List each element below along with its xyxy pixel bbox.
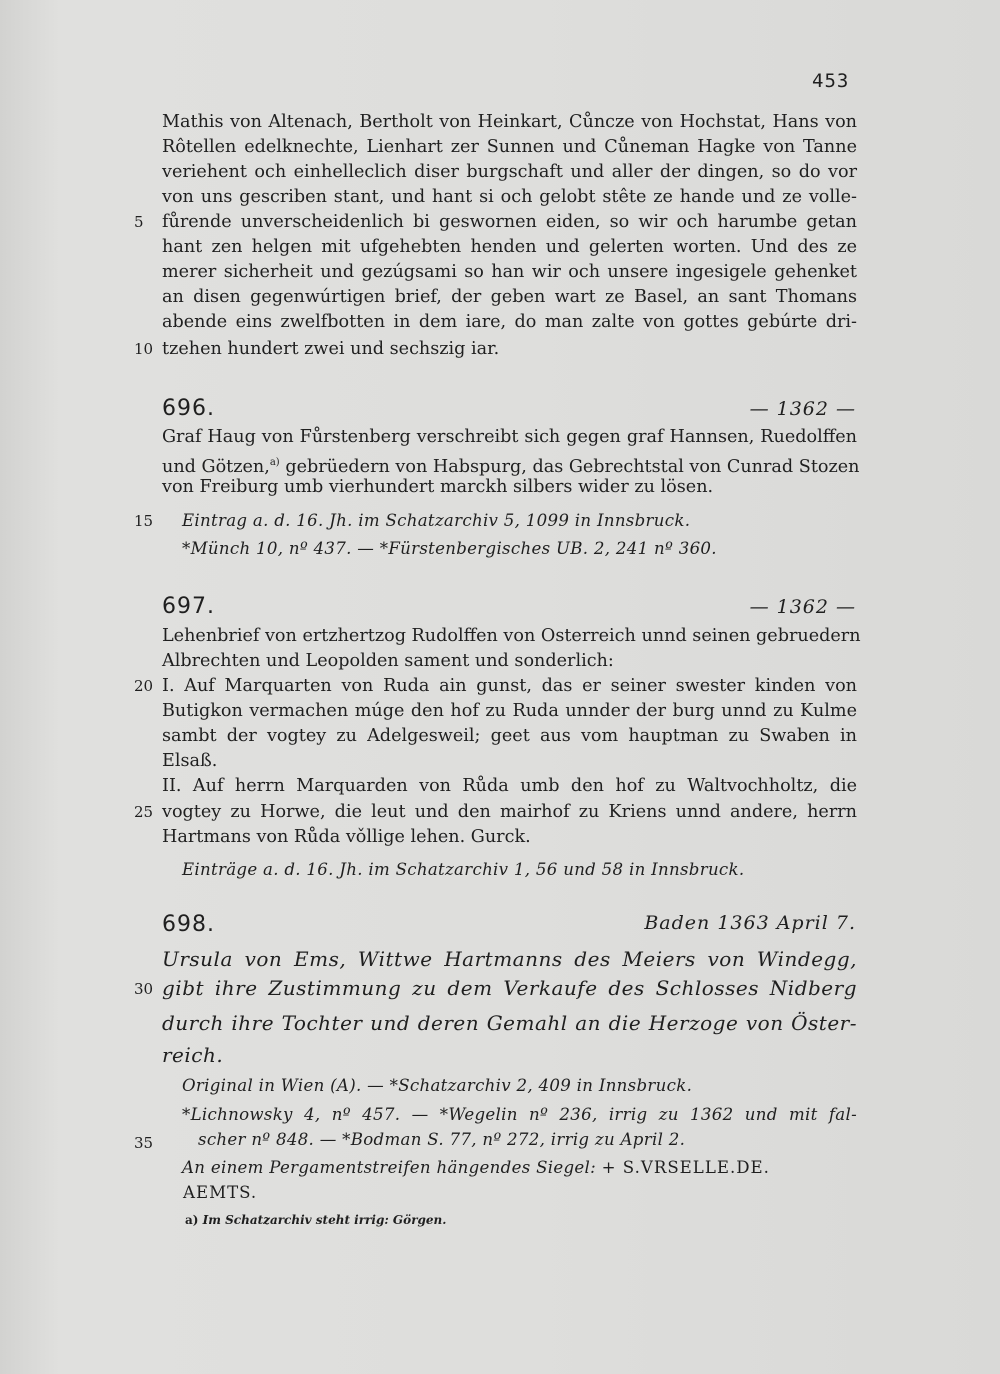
- regest-line-rest: gebrüedern von Habspurg, das Gebrechtstal von Cunrad Stozen: [285, 456, 860, 477]
- line-number: 25: [134, 803, 154, 821]
- source-line: Eintrag a. d. 16. Jh. im Schatzarchiv 5, 1099 in Innsbruck.: [182, 511, 691, 530]
- entry-number-698: 698.: [162, 912, 215, 937]
- summary-line: Ursula von Ems, Wittwe Hartmanns des Meiers von Windegg,: [162, 947, 857, 971]
- regest-line: vogtey zu Horwe, die leut und den mairhof zu Kriens unnd andere, herrn: [162, 802, 857, 822]
- regest-line: Hartmans von Růda vǒllige lehen. Gurck.: [162, 827, 531, 847]
- page-number: 453: [812, 70, 850, 92]
- text-line: von uns gescriben stant, und hant si och gelobt stête ze hande und ze volle-: [162, 187, 857, 207]
- footnote: [185, 1213, 446, 1227]
- entry-date-698: Baden 1363 April 7.: [644, 912, 856, 934]
- source-line: *Münch 10, nº 437. — *Fürstenbergisches UB. 2, 241 nº 360.: [182, 539, 717, 558]
- footnote-marker: a): [185, 1213, 199, 1227]
- regest-line-prefix: und Götzen,: [162, 456, 270, 477]
- text-line: Rôtellen edelknechte, Lienhart zer Sunnen und Cůneman Hagke von Tanne: [162, 137, 857, 157]
- seal-description: An einem Pergamentstreifen hängendes Siegel:: [182, 1158, 597, 1177]
- regest-line: II. Auf herrn Marquarden von Růda umb den hof zu Waltvochholtz, die: [162, 776, 857, 796]
- line-number: 5: [134, 213, 144, 231]
- text-line: tzehen hundert zwei und sechszig iar.: [162, 339, 500, 359]
- regest-line: Lehenbrief von ertzhertzog Rudolffen von Osterreich unnd seinen gebruedern: [162, 626, 861, 646]
- line-number: 15: [134, 512, 154, 530]
- footnote-ref: a): [269, 457, 280, 468]
- text-line: abende eins zwelfbotten in dem iare, do man zalte von gottes gebúrte dri-: [162, 312, 857, 332]
- source-line: Einträge a. d. 16. Jh. im Schatzarchiv 1, 56 und 58 in Innsbruck.: [182, 860, 745, 879]
- source-line: scher nº 848. — *Bodman S. 77, nº 272, irrig zu April 2.: [198, 1130, 686, 1149]
- entry-date-697: — 1362 —: [749, 596, 856, 618]
- line-number: 35: [134, 1134, 154, 1152]
- entry-number-696: 696.: [162, 396, 215, 421]
- text-line: hant zen helgen mit ufgehebten henden und gelerten worten. Und des ze: [162, 237, 857, 257]
- text-line: merer sicherheit und gezúgsami so han wir och unsere ingesigele gehenket: [162, 262, 857, 282]
- text-line: an disen gegenwúrtigen brief, der geben wart ze Basel, an sant Thomans: [162, 287, 857, 307]
- summary-line: reich.: [162, 1043, 224, 1067]
- regest-line: von Freiburg umb vierhundert marckh silbers wider zu lösen.: [162, 477, 714, 497]
- regest-line: sambt der vogtey zu Adelgesweil; geet aus vom hauptman zu Swaben in: [162, 726, 857, 746]
- summary-line: gibt ihre Zustimmung zu dem Verkaufe des Schlosses Nidberg: [162, 976, 857, 1000]
- entry-number-697: 697.: [162, 594, 215, 619]
- line-number: 10: [134, 340, 154, 358]
- regest-line: Graf Haug von Fůrstenberg verschreibt sich gegen graf Hannsen, Ruedolffen: [162, 427, 857, 447]
- source-line: Original in Wien (A). — *Schatzarchiv 2, 409 in Innsbruck.: [182, 1076, 693, 1095]
- text-line: Mathis von Altenach, Bertholt von Heinkart, Cůncze von Hochstat, Hans von: [162, 112, 857, 132]
- seal-legend: + S.VRSELLE.DE.: [601, 1158, 770, 1177]
- source-line: *Lichnowsky 4, nº 457. — *Wegelin nº 236, irrig zu 1362 und mit fal-: [182, 1105, 857, 1124]
- summary-line: durch ihre Tochter und deren Gemahl an die Herzoge von Öster-: [162, 1011, 857, 1035]
- entry-date-696: — 1362 —: [749, 398, 856, 420]
- seal-line: [182, 1156, 857, 1180]
- regest-line: Butigkon vermachen múge den hof zu Ruda unnder der burg unnd zu Kulme: [162, 701, 857, 721]
- text-line: veriehent och einhelleclich diser burgschaft und aller der dingen, so do vor: [162, 162, 857, 182]
- line-number: 30: [134, 980, 154, 998]
- text-line: fůrende unverscheidenlich bi geswornen eiden, so wir och harumbe getan: [162, 212, 857, 232]
- seal-legend-continued: AEMTS.: [183, 1183, 258, 1202]
- regest-line: I. Auf Marquarten von Ruda ain gunst, das er seiner swester kinden von: [162, 676, 857, 696]
- footnote-text: Im Schatzarchiv steht irrig: Görgen.: [202, 1213, 447, 1227]
- line-number: 20: [134, 677, 154, 695]
- regest-line: Albrechten und Leopolden sament und sonderlich:: [162, 651, 614, 671]
- regest-line: Elsaß.: [162, 751, 218, 771]
